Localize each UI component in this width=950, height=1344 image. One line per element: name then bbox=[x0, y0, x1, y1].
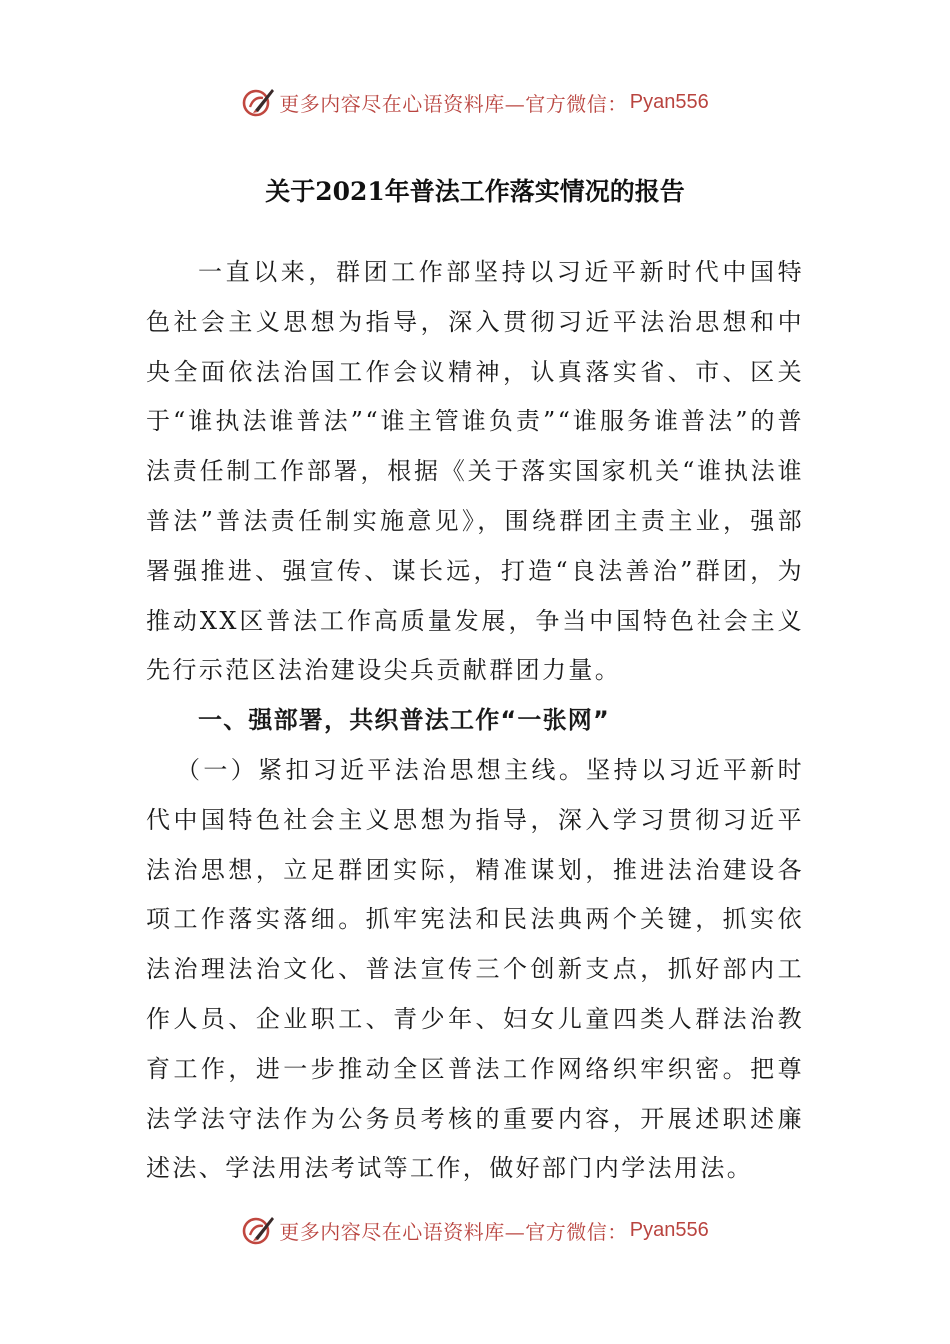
watermark-text: 更多内容尽在心语资料库—官方微信： bbox=[279, 1219, 628, 1244]
watermark-banner-top bbox=[0, 82, 950, 122]
pen-logo-icon bbox=[241, 85, 275, 119]
watermark-wechat-id: Pyan556 bbox=[629, 1218, 709, 1241]
intro-paragraph: 一直以来，群团工作部坚持以习近平新时代中国特色社会主义思想为指导，深入贯彻习近平法治思想和中央全面依法治国工作会议精神，认真落实省、市、区关于“谁执法谁普法”“谁主管谁负责”“谁服务谁普法”的普法责任制工作部署，根据《关于落实国家机关“谁执法谁普法”普法责任制实施意见》，围绕群团主责主业，强部署强推进、强宣传、谋长远，打造“良法善治”群团，为推动XX区普法工作高质量发展，争当中国特色社会主义先行示范区法治建设尖兵贡献群团力量。 bbox=[146, 258, 804, 685]
watermark-wechat-id: Pyan556 bbox=[629, 90, 709, 113]
section-1-heading: 一、强部署，共织普法工作“一张网” bbox=[198, 706, 610, 735]
document-title: 关于2021年普法工作落实情况的报告 bbox=[265, 177, 685, 206]
pen-logo-icon bbox=[241, 1213, 275, 1247]
section-1-paragraph-1: （一）紧扣习近平法治思想主线。坚持以习近平新时代中国特色社会主义思想为指导，深入学习贯彻习近平法治思想，立足群团实际，精准谋划，推进法治建设各项工作落实落细。抓牢宪法和民法典两个关键，抓实依法治理法治文化、普法宣传三个创新支点，抓好部内工作人员、企业职工、青少年、妇女儿童四类人群法治教育工作，进一步推动全区普法工作网络织牢织密。把尊法学法守法作为公务员考核的重要内容，开展述职述廉述法、学法用法考试等工作，做好部门内学法用法。 bbox=[146, 755, 804, 1183]
watermark-text: 更多内容尽在心语资料库—官方微信： bbox=[279, 91, 628, 116]
document-body bbox=[146, 248, 804, 1194]
watermark-banner-bottom bbox=[0, 1210, 950, 1250]
